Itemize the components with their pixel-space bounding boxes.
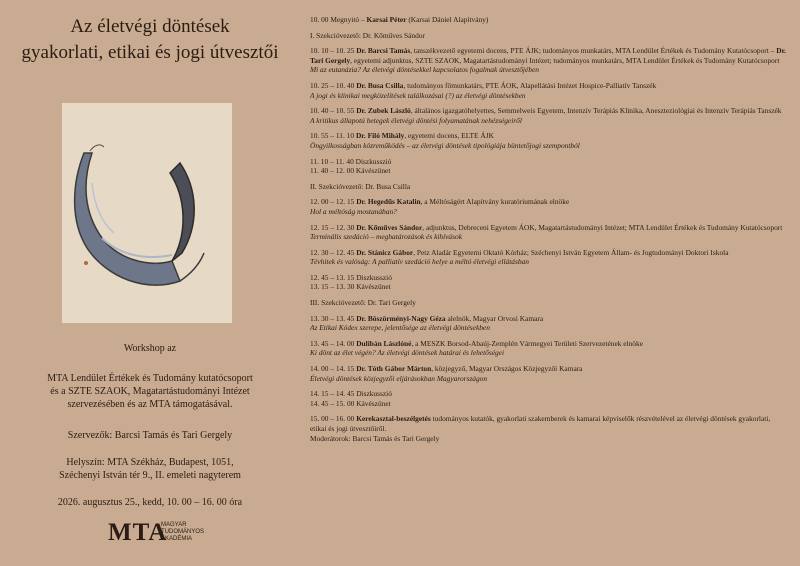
program-entry: 13. 45 – 14. 00 Dulibán Lászlóné, a MESZK Borsod-Abaúj-Zemplén Vármegyei Területi Szervezetének elnöke Ki dönt az élet végén? Az életvégi döntések határai és lehetőségei <box>310 338 643 358</box>
program-list <box>310 15 788 449</box>
mta-logo <box>108 518 228 548</box>
artwork-drawing <box>62 103 232 323</box>
page-title: Az életvégi döntések gyakorlati, etikai és jogi útvesztői <box>21 16 279 63</box>
program-entry: 12. 00 – 12. 15 Dr. Hegedűs Katalin, a Méltóságért Alapítvány kuratóriumának elnöke Hol a méltóság mostanában? <box>310 197 570 216</box>
logo-mark: MTA <box>108 519 168 546</box>
program-entry: 10. 40 – 10. 55 Dr. Zubek László, általános igazgatóhelyettes, Semmelweis Egyetem, Intenzív Terápiás Klinika, Aneszteziológiai és Intenzív Terápiás Tanszék A kritikus állapotú betegek életvégi döntési folyamatának nehézségeiről <box>310 106 782 125</box>
program-entry: 10. 25 – 10. 40 Dr. Busa Csilla, tudományos főmunkatárs, PTE ÁOK, Alapellátási Intézet Hospice-Palliatív Tanszék A jogi és klinikai megközelítések találkozásai (?) az életvégi döntésekben <box>310 80 657 100</box>
venue: Helyszín: MTA Székház, Budapest, 1051, Széchenyi István tér 9., II. emeleti nagyterem <box>59 457 241 481</box>
roundtable-entry: 15. 00 – 16. 00 Kerekasztal-beszélgetés tudományos kutatók, gyakorlati szakemberek és kamarai képviselők részvételével az életvégi döntések gyakorlati, etikai és jogi útvesztőiről. Moderátorok: Barcsi Tamás és Tari Gergely <box>310 414 771 443</box>
organizers: Szervezők: Barcsi Tamás és Tari Gergely <box>67 430 233 441</box>
section-chair: I. Szekcióvezető: Dr. Kőműves Sándor <box>310 30 425 40</box>
left-panel <box>0 0 300 566</box>
event-date: 2026. augusztus 25., kedd, 10. 00 – 16. 00 óra <box>57 497 243 508</box>
program-entry: 12. 15 – 12. 30 Dr. Kőműves Sándor, adjunktus, Debreceni Egyetem ÁOK, Magatartástudományi Intézet; MTA Lendület Értékek és Tudomány Kutatócsoport Terminális szedáció – meghatározások és kihívások <box>310 222 783 242</box>
logo-text: MAGYAR TUDOMÁNYOS AKADÉMIA <box>161 522 205 542</box>
section-chair: III. Szekcióvezető: Dr. Tari Gergely <box>310 298 416 308</box>
program-entry: 10. 10 – 10. 25 Dr. Barcsi Tamás, tanszékvezető egyetemi docens, PTE ÁJK; tudományos munkatárs, MTA Lendület Értékek és Tudomány Kutatócsoport – Dr. Tari Gergely, egyetemi adjunktus, SZTE SZAOK, Magatartástudományi Intézet; tudományos munkatárs, MTA Lendület Értékek és Tudomány Kutatócsoport Mi az eutanázia? Az életvégi döntésekkel kapcsolatos fogalmak útvesztőjében <box>310 46 787 75</box>
program-entry: 10. 55 – 11. 10 Dr. Filó Mihály, egyetemi docens, ELTE ÁJK Öngyilkosságban közreműködés – az életvégi döntések tipológiája büntetőjogi szempontból <box>310 131 580 150</box>
program-entry: 12. 30 – 12. 45 Dr. Stánicz Gábor, Petz Aladár Egyetemi Oktató Kórház; Széchenyi István Egyetem Állam- és Jogtudományi Doktori Iskola Tévhitek és valóság: A palliatív szedáció helye a méltó életvégi ellátásban <box>310 247 729 267</box>
break-entry: 14. 15 – 14. 45 Diszkusszió 14. 45 – 15. 00 Kávészünet <box>310 389 392 408</box>
program-entry: 10. 00 Megnyitó – Karsai Péter (Karsai Dániel Alapítvány) <box>310 15 489 24</box>
break-entry: 11. 10 – 11. 40 Diszkusszió 11. 40 – 12. 00 Kávészünet <box>310 156 392 176</box>
organizer-institutions: MTA Lendület Értékek és Tudomány kutatócsoport és a SZTE SZAOK, Magatartástudományi Intézet szervezésében és az MTA támogatásával. <box>47 373 253 410</box>
section-chair: II. Szekcióvezető: Dr. Busa Csilla <box>310 181 411 191</box>
program-entry: 13. 30 – 13. 45 Dr. Böszörményi-Nagy Géza alelnök, Magyar Orvosi Kamara Az Etikai Kódex szerepe, jelentősége az életvégi döntésekben <box>310 313 544 333</box>
break-entry: 12. 45 – 13. 15 Diszkusszió 13. 15 – 13. 30 Kávészünet <box>310 272 392 292</box>
artwork-image <box>62 103 232 323</box>
workshop-label: Workshop az <box>123 343 177 354</box>
program-entry: 14. 00 – 14. 15 Dr. Tóth Gábor Márton, közjegyző, Magyar Országos Közjegyzői Kamara Életvégi döntések közjegyzői eljárásokban Magyarországon <box>310 364 583 383</box>
